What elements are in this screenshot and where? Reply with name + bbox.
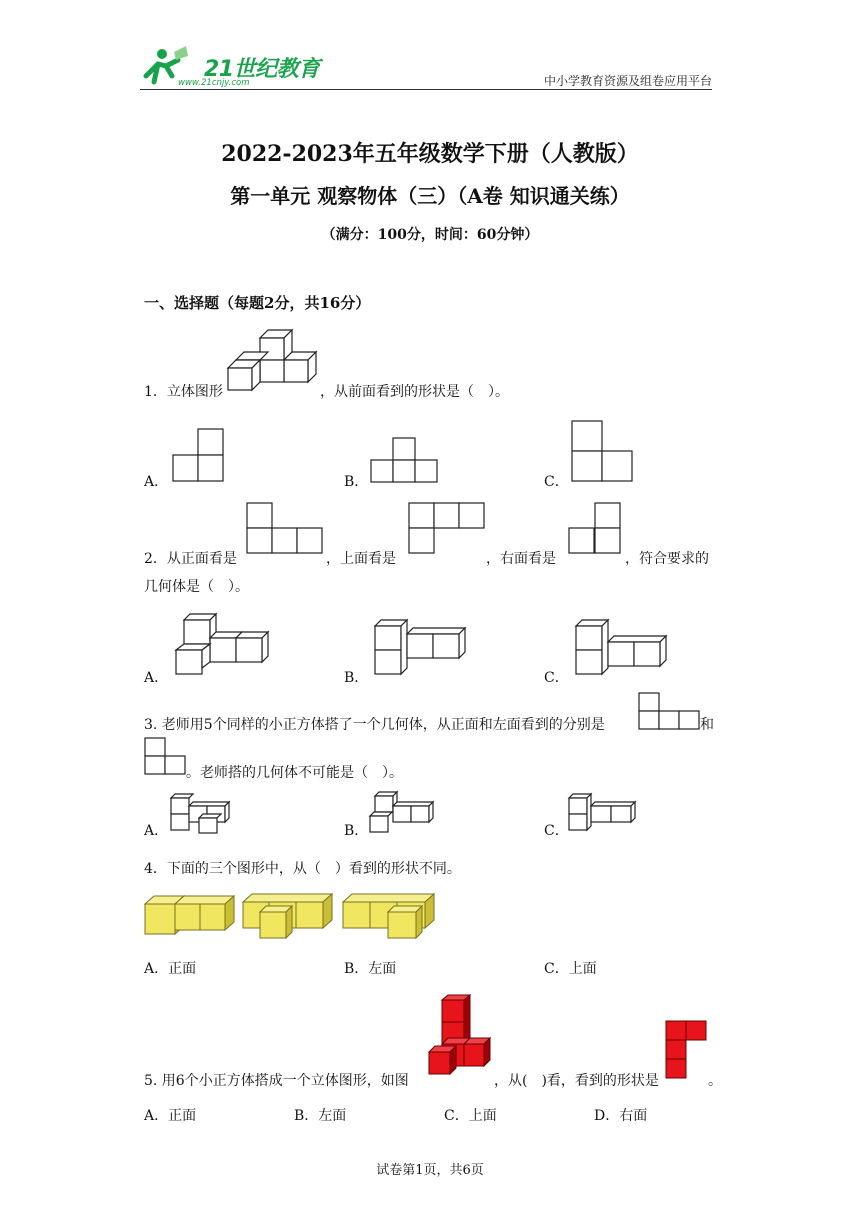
q4-figure-2 (242, 892, 334, 940)
q1-text-pre: 1．立体图形 (144, 384, 223, 400)
q1-option-c-label[interactable]: C． (544, 474, 569, 490)
q4-option-b[interactable]: B．左面 (344, 961, 397, 977)
logo-text: 21世纪教育 (204, 57, 320, 82)
q2-front-view (246, 502, 324, 554)
section-heading: 一、选择题（每题2分，共16分） (144, 294, 371, 312)
q5-option-b[interactable]: B．左面 (294, 1108, 347, 1124)
q3-option-a-label[interactable]: A． (144, 823, 169, 839)
q2-option-b-figure[interactable] (374, 618, 468, 676)
q3-left-view (144, 737, 186, 775)
q2-text-5: 几何体是（ ）。 (144, 579, 249, 595)
page-title: 2022-2023年五年级数学下册（人教版） (221, 141, 639, 167)
q4-figure-3 (342, 892, 436, 940)
q2-text-3: ，右面看是 (486, 551, 556, 567)
q2-text-2: ，上面看是 (326, 551, 396, 567)
q3-text-1: 3. 老师用5个同样的小正方体搭了一个几何体，从正面和左面看到的分别是 (144, 717, 605, 733)
q1-option-c-figure[interactable] (571, 420, 633, 482)
q2-option-a-label[interactable]: A． (144, 670, 169, 686)
q3-front-view (638, 692, 700, 730)
logo-url: www.21cnjy.com (178, 78, 250, 88)
q3-text-2: 和 (700, 717, 714, 733)
q5-text-mid: ，从( )看，看到的形状是 (494, 1073, 659, 1089)
q1-option-a-label[interactable]: A． (144, 474, 169, 490)
header-divider (140, 89, 712, 90)
q1-option-a-figure[interactable] (172, 428, 224, 482)
q5-text-end: 。 (708, 1073, 722, 1089)
q1-option-b-figure[interactable] (370, 437, 438, 483)
page-subtitle: 第一单元 观察物体（三）（A卷 知识通关练） (230, 184, 630, 208)
q4-text: 4．下面的三个图形中，从（ ）看到的形状不同。 (144, 861, 461, 877)
q2-option-c-label[interactable]: C． (544, 670, 569, 686)
q3-text-3: 。老师搭的几何体不可能是（ ）。 (186, 765, 403, 781)
q2-option-c-figure[interactable] (575, 618, 669, 676)
q5-option-d[interactable]: D．右面 (594, 1108, 648, 1124)
q5-solid-figure (428, 994, 492, 1076)
q5-text-pre: 5. 用6个小正方体搭成一个立体图形，如图 (144, 1073, 409, 1089)
q1-solid-figure (228, 328, 318, 390)
q2-option-a-figure[interactable] (174, 612, 270, 674)
q4-option-a[interactable]: A．正面 (144, 961, 197, 977)
q5-option-c[interactable]: C．上面 (444, 1108, 497, 1124)
q3-option-c-figure[interactable] (568, 792, 636, 834)
q5-view-figure (665, 1020, 707, 1080)
q2-option-b-label[interactable]: B． (344, 670, 369, 686)
q3-option-c-label[interactable]: C． (544, 823, 569, 839)
q4-option-c[interactable]: C．上面 (544, 961, 597, 977)
q3-option-b-figure[interactable] (369, 790, 435, 834)
q4-figure-1 (144, 892, 236, 936)
q2-text-1: 2．从正面看是 (144, 551, 237, 567)
platform-label: 中小学教育资源及组卷应用平台 (543, 74, 712, 88)
page-footer: 试卷第1页，共6页 (376, 1163, 484, 1178)
q5-option-a[interactable]: A．正面 (144, 1108, 197, 1124)
q2-top-view (408, 502, 486, 554)
q1-option-b-label[interactable]: B． (344, 474, 369, 490)
q2-right-view (568, 502, 622, 554)
q1-text-post: ，从前面看到的形状是（ ）。 (320, 384, 509, 400)
q3-option-b-label[interactable]: B． (344, 823, 369, 839)
q2-text-4: ，符合要求的 (625, 551, 709, 567)
exam-info: （满分：100分，时间：60分钟） (321, 227, 539, 243)
q3-option-a-figure[interactable] (170, 792, 230, 834)
